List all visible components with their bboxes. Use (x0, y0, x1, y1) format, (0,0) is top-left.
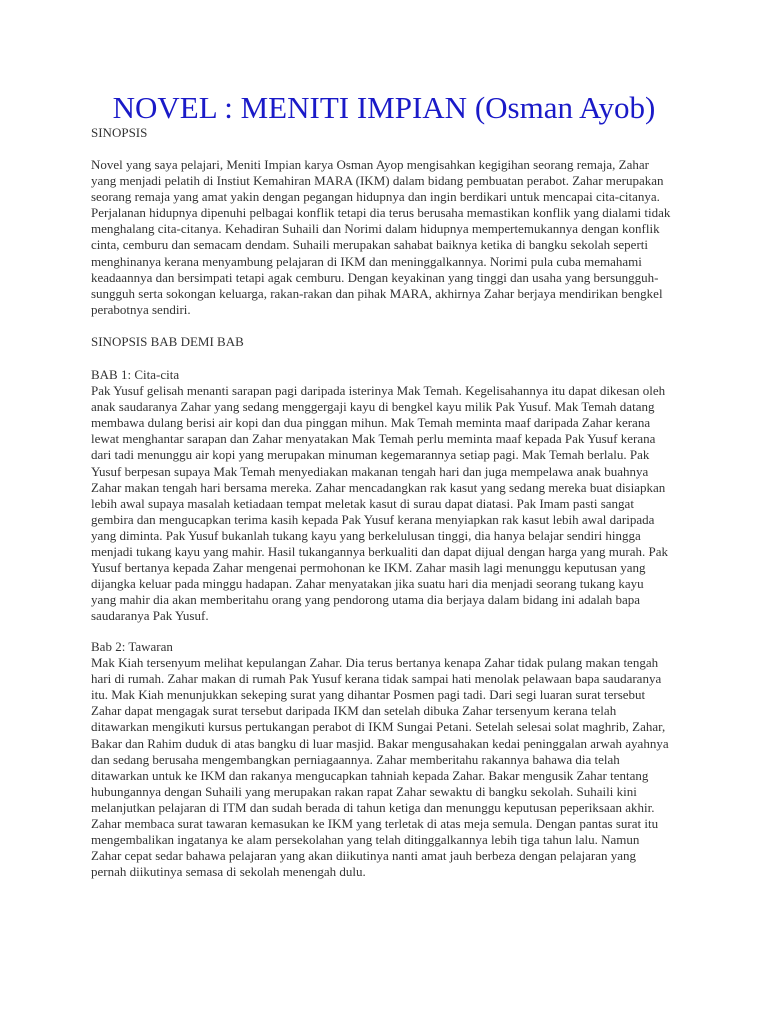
paragraph-line: Zahar dapat mengagak surat tersebut daripada IKM dan setelah dibuka Zahar tersenyum kerana telah (91, 703, 617, 719)
paragraph-line: perabotnya sendiri. (91, 301, 191, 317)
paragraph-line: mengembalikan ingatanya ke alam persekolahan yang telah ditinggalkannya lebih tiga tahun lalu. Namun (91, 832, 640, 848)
bab1-section (91, 367, 691, 625)
paragraph-line: Perjalanan hidupnya dipenuhi pelbagai konflik tetapi dia terus berusaha memastikan konflik yang dialami tidak (91, 205, 671, 221)
paragraph-line: melanjutkan pelajaran di ITM dan sudah berada di tahun ketiga dan menunggu keputusan peperiksaan akhir. (91, 799, 655, 815)
paragraph-line: hubungannya dengan Suhaili yang merupakan rakan rapat Zahar sewaktu di bangku sekolah. Suhaili kini (91, 783, 637, 799)
chapter-title: Bab 2: Tawaran (91, 639, 173, 654)
paragraph-line: sungguh serta sokongan keluarga, rakan-rakan dan pihak MARA, akhirnya Zahar berjaya mendirikan bengkel (91, 285, 663, 301)
chapter-title: BAB 1: Cita-cita (91, 367, 180, 382)
paragraph-line: Mak Kiah tersenyum melihat kepulangan Zahar. Dia terus bertanya kenapa Zahar tidak pulang makan tengah (91, 655, 659, 671)
paragraph-line: anak saudaranya Zahar yang sedang menggergaji kayu di bengkel kayu milik Pak Yusuf. Mak Temah datang (91, 399, 655, 415)
paragraph-line: hari di rumah. Zahar makan di rumah Pak Yusuf kerana tidak sampai hati menolak pelawaan bapa saudaranya (91, 671, 662, 687)
sinopsis-heading (91, 125, 691, 141)
paragraph-line: Zahar cepat sedar bahawa pelajaran yang akan diikutinya nanti amat jauh berbeza dengan pelajaran yang (91, 848, 637, 864)
paragraph-line: ditawarkan mengikuti kursus pertukangan perabot di IKM Sungai Petani. Setelah selesai solat maghrib, Zahar, (91, 719, 666, 735)
paragraph-line: Yusuf bertanya kepada Zahar mengenai permohonan ke IKM. Zahar masih lagi menunggu keputusan yang (91, 560, 646, 576)
paragraph-line: dijangka keluar pada minggu hadapan. Zahar menyatakan jika suatu hari dia menjadi seorang tukang kayu (91, 576, 644, 592)
paragraph-line: cinta, cemburu dan semacam dendam. Suhaili merupakan sahabat baiknya ketika di bangku sekolah seperti (91, 237, 649, 253)
paragraph-line: pernah diikutinya semasa di sekolah menengah dulu. (91, 864, 366, 880)
bab-heading (91, 334, 691, 350)
paragraph-line: Yusuf berpesan supaya Mak Temah menyediakan makanan tengah hari dan juga mempelawa anak buahnya (91, 463, 649, 479)
bab2-section (91, 639, 691, 880)
paragraph-line: saudaranya Pak Yusuf. (91, 608, 209, 624)
paragraph-line: Zahar membaca surat tawaran kemasukan ke IKM yang terletak di atas meja semula. Dengan pantas surat itu (91, 816, 659, 832)
sinopsis-paragraph (91, 157, 691, 318)
paragraph-line: Bakar dan Rahim duduk di atas bangku di luar masjid. Bakar mengusahakan kedai peninggalan arwah ayahnya (91, 735, 669, 751)
paragraph-line: itu. Mak Kiah menunjukkan sekeping surat yang dihantar Posmen pagi tadi. Dari segi luaran surat tersebut (91, 687, 646, 703)
paragraph-line: keadaannya dan bersimpati tetapi agak cemburu. Dengan keyakinan yang tinggi dan usaha yang bersungguh- (91, 269, 659, 285)
paragraph-line: yang diminta. Pak Yusuf bukanlah tukang kayu yang berkelulusan tinggi, dia hanya belajar sendiri hingga (91, 527, 641, 543)
paragraph-line: dan sedang berusaha mengembangkan perniagaannya. Zahar memberitahu rakannya bahawa dia telah (91, 751, 620, 767)
paragraph-line: Zahar makan tengah hari bersama mereka. Zahar mencadangkan rak kasut yang sedang mereka buat disiapkan (91, 479, 666, 495)
paragraph-line: lebih awal supaya masalah ketiadaan tempat meletak kasut di surau dapat diatasi. Pak Imam pasti sangat (91, 495, 634, 511)
paragraph-line: dari tadi menunggu air kopi yang merupakan minuman kegemarannya setiap pagi. Mak Temah berlalu. Pak (91, 447, 650, 463)
section-heading: SINOPSIS (91, 125, 148, 140)
paragraph-line: gembira dan mengucapkan terima kasih kepada Pak Yusuf kerana menyiapkan rak kasut lebih awal daripada (91, 511, 655, 527)
paragraph-line: Pak Yusuf gelisah menanti sarapan pagi daripada isterinya Mak Temah. Kegelisahannya itu dapat dikesan oleh (91, 383, 666, 399)
paragraph-line: menghalang cita-citanya. Kehadiran Suhaili dan Norimi dalam hidupnya mempertemukannya dengan konflik (91, 221, 660, 237)
paragraph-line: membawa dulang berisi air kopi dan dua pinggan mihun. Mak Temah meminta maaf daripada Zahar kerana (91, 415, 651, 431)
section-heading: SINOPSIS BAB DEMI BAB (91, 334, 244, 349)
paragraph-line: Novel yang saya pelajari, Meniti Impian karya Osman Ayop mengisahkan kegigihan seorang remaja, Zahar (91, 157, 649, 172)
paragraph-line: lewat menghantar sarapan dan Zahar menyatakan Mak Temah perlu meminta maaf kepada Pak Yusuf kerana (91, 431, 656, 447)
paragraph-line: menjadi tukang kayu yang mahir. Hasil tukangannya berkualiti dan dapat dijual dengan harga yang murah. Pak (91, 544, 669, 560)
page-title: NOVEL : MENITI IMPIAN (Osman Ayob) (112, 90, 656, 125)
paragraph-line: seorang remaja yang amat yakin dengan pegangan hidupnya dan ingin berdikari untuk mencapai cita-citanya. (91, 189, 660, 205)
paragraph-line: ditawarkan untuk ke IKM dan rakanya mengucapkan tahniah kepada Zahar. Bakar mengusik Zahar tentang (91, 767, 649, 783)
paragraph-line: menghinanya kerana menyambung pelajaran di IKM dan meninggalkannya. Norimi pula cuba memahami (91, 253, 642, 269)
paragraph-line: yang menjadi pelatih di Instiut Kemahiran MARA (IKM) dalam bidang pembuatan perabot. Zahar merupakan (91, 173, 664, 189)
paragraph-line: yang mahir dia akan memberitahu orang yang pendorong utama dia berjaya dalam bidang ini adalah bapa (91, 592, 641, 608)
